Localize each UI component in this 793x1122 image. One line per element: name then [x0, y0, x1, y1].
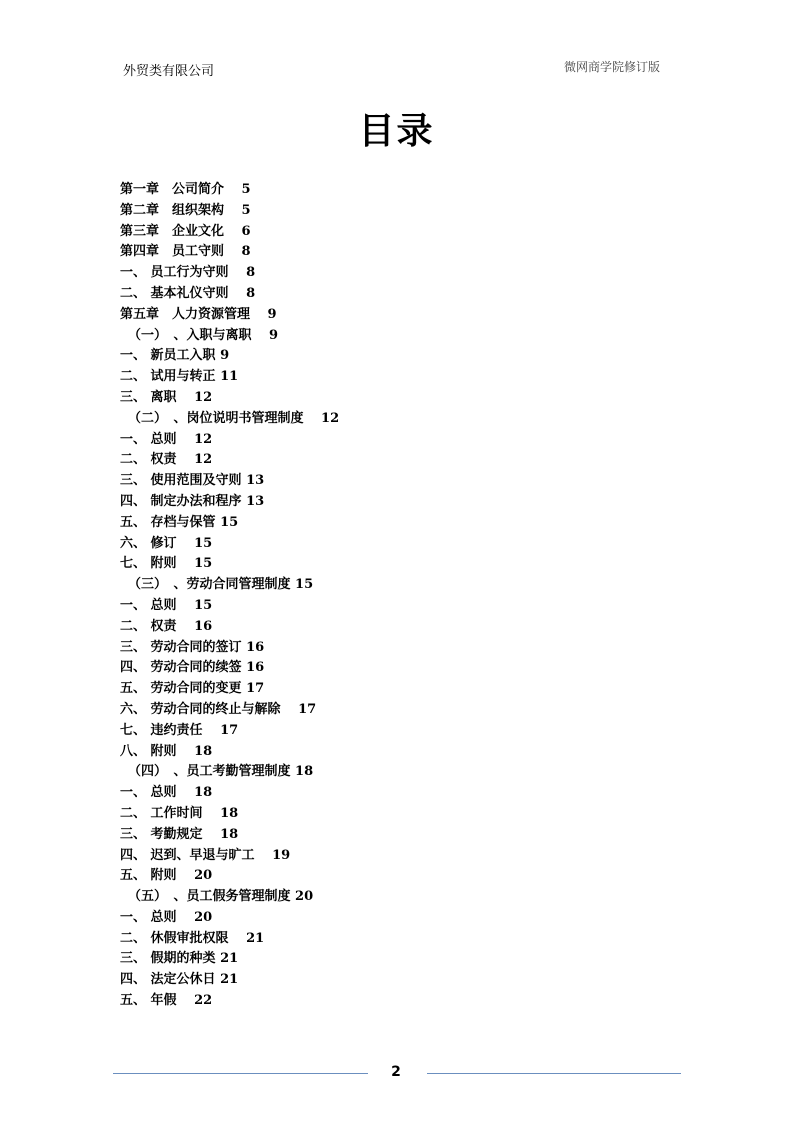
toc-entry-label: 第二章 组织架构: [120, 202, 225, 218]
toc-entry-page-number: 9: [267, 306, 277, 322]
toc-entry-page-number: 12: [194, 389, 213, 405]
toc-entry-label: 第三章 企业文化: [120, 223, 225, 239]
toc-entry[interactable]: [120, 929, 339, 950]
toc-entry-label: （五） 、员工假务管理制度: [128, 889, 291, 905]
toc-entry-label: 一、 总则: [120, 909, 177, 925]
toc-entry-page-number: 15: [194, 535, 213, 551]
toc-entry-label: 三、 离职: [120, 389, 177, 405]
toc-entry-gap: [252, 328, 270, 343]
toc-entry[interactable]: [120, 908, 339, 929]
toc-entry-label: （三） 、劳动合同管理制度: [128, 577, 291, 593]
toc-entry-page-number: 8: [246, 265, 256, 281]
toc-entry[interactable]: [120, 887, 339, 908]
toc-entry[interactable]: [120, 970, 339, 991]
toc-entry-gap: [203, 723, 221, 738]
toc-entry-gap: [177, 598, 195, 613]
toc-entry-page-number: 21: [220, 972, 239, 988]
toc-entry-page-number: 16: [246, 639, 265, 655]
toc-entry[interactable]: [120, 575, 339, 596]
toc-entry-label: 五、 劳动合同的变更: [120, 681, 242, 697]
toc-entry[interactable]: [120, 201, 339, 222]
toc-entry-gap: [229, 286, 247, 301]
toc-entry-label: （二） 、岗位说明书管理制度: [128, 410, 304, 426]
toc-entry-page-number: 20: [295, 889, 314, 905]
toc-entry-gap: [177, 785, 195, 800]
toc-entry-page-number: 16: [246, 660, 265, 676]
toc-entry[interactable]: [120, 242, 339, 263]
toc-entry-label: 第四章 员工守则: [120, 244, 225, 260]
toc-entry-label: （四） 、员工考勤管理制度: [128, 764, 291, 780]
toc-entry-label: 七、 附则: [120, 556, 177, 572]
toc-entry-page-number: 5: [241, 202, 251, 218]
toc-entry-gap: [177, 868, 195, 883]
toc-entry-gap: [177, 390, 195, 405]
toc-entry[interactable]: [120, 180, 339, 201]
toc-entry-page-number: 17: [220, 722, 239, 738]
toc-entry-page-number: 18: [220, 805, 239, 821]
toc-entry[interactable]: [120, 825, 339, 846]
toc-entry-page-number: 12: [194, 431, 213, 447]
page-number: 2: [391, 1064, 401, 1080]
toc-entry-label: 一、 员工行为守则: [120, 265, 229, 281]
toc-entry[interactable]: [120, 367, 339, 388]
toc-entry[interactable]: [120, 326, 339, 347]
toc-entry-label: 第一章 公司简介: [120, 182, 225, 197]
toc-entry-page-number: 16: [194, 618, 213, 634]
toc-entry-gap: [224, 244, 242, 259]
toc-entry[interactable]: [120, 617, 339, 638]
toc-entry-label: 五、 附则: [120, 868, 177, 884]
toc-entry-gap: [203, 827, 221, 842]
toc-entry-label: 一、 总则: [120, 431, 177, 447]
toc-entry-page-number: 19: [272, 847, 291, 863]
toc-entry-label: 六、 修订: [120, 535, 177, 551]
toc-entry-label: 二、 休假审批权限: [120, 930, 229, 946]
toc-entry-page-number: 12: [194, 452, 213, 468]
toc-entry[interactable]: [120, 263, 339, 284]
table-of-contents: [120, 180, 339, 1012]
toc-entry-label: 四、 劳动合同的续签: [120, 660, 242, 676]
toc-entry-label: 四、 制定办法和程序: [120, 493, 242, 509]
header-company-name: 外贸类有限公司: [123, 64, 215, 79]
toc-entry-page-number: 15: [194, 556, 213, 572]
toc-entry-page-number: 6: [241, 223, 251, 239]
toc-entry-gap: [177, 619, 195, 634]
toc-entry-page-number: 18: [194, 785, 213, 801]
toc-entry-label: 三、 使用范围及守则: [120, 473, 242, 489]
toc-entry-label: 第五章 人力资源管理: [120, 306, 251, 322]
toc-entry-label: （一） 、入职与离职: [128, 327, 252, 343]
toc-entry[interactable]: [120, 638, 339, 659]
toc-entry-gap: [281, 702, 299, 717]
toc-entry[interactable]: [120, 783, 339, 804]
toc-entry-label: 二、 基本礼仪守则: [120, 285, 229, 301]
toc-entry[interactable]: [120, 305, 339, 326]
toc-entry[interactable]: [120, 742, 339, 763]
toc-entry-page-number: 12: [321, 410, 340, 426]
toc-entry-gap: [224, 182, 242, 197]
toc-entry-page-number: 8: [241, 244, 251, 260]
toc-entry-label: 三、 假期的种类: [120, 951, 216, 967]
footer-divider-left: [113, 1073, 368, 1074]
toc-entry-page-number: 21: [220, 951, 239, 967]
toc-entry-page-number: 20: [194, 909, 213, 925]
toc-entry-gap: [229, 931, 247, 946]
toc-entry[interactable]: [120, 222, 339, 243]
toc-entry-gap: [255, 848, 273, 863]
toc-entry[interactable]: [120, 450, 339, 471]
toc-entry[interactable]: [120, 991, 339, 1012]
toc-entry[interactable]: [120, 388, 339, 409]
toc-entry-gap: [224, 224, 242, 239]
toc-entry-page-number: 20: [194, 868, 213, 884]
toc-entry[interactable]: [120, 534, 339, 555]
toc-entry-gap: [177, 432, 195, 447]
toc-entry-label: 一、 总则: [120, 785, 177, 801]
toc-entry-label: 四、 迟到、早退与旷工: [120, 847, 255, 863]
toc-entry-label: 二、 试用与转正: [120, 369, 216, 385]
toc-entry-page-number: 15: [220, 514, 239, 530]
toc-entry-gap: [177, 993, 195, 1008]
toc-entry[interactable]: [120, 866, 339, 887]
toc-entry[interactable]: [120, 513, 339, 534]
toc-entry[interactable]: [120, 596, 339, 617]
toc-entry[interactable]: [120, 346, 339, 367]
toc-entry-gap: [177, 556, 195, 571]
toc-entry[interactable]: [120, 846, 339, 867]
toc-entry[interactable]: [120, 679, 339, 700]
toc-entry-gap: [224, 203, 242, 218]
toc-entry-page-number: 13: [246, 473, 265, 489]
page-title: 目录: [358, 110, 435, 152]
toc-entry[interactable]: [120, 492, 339, 513]
toc-entry-gap: [177, 910, 195, 925]
toc-entry-page-number: 17: [298, 701, 317, 717]
toc-entry-gap: [250, 307, 268, 322]
toc-entry[interactable]: [120, 471, 339, 492]
toc-entry[interactable]: [120, 949, 339, 970]
toc-entry-label: 七、 违约责任: [120, 722, 203, 738]
toc-entry-label: 二、 权责: [120, 452, 177, 468]
toc-entry-gap: [177, 536, 195, 551]
toc-entry-page-number: 17: [246, 681, 265, 697]
toc-entry[interactable]: [120, 721, 339, 742]
toc-entry-label: 二、 工作时间: [120, 805, 203, 821]
toc-entry-page-number: 22: [194, 993, 213, 1009]
toc-entry-page-number: 18: [220, 826, 239, 842]
toc-entry-page-number: 13: [246, 493, 265, 509]
toc-entry-label: 六、 劳动合同的终止与解除: [120, 701, 281, 717]
toc-entry-page-number: 11: [220, 369, 239, 385]
footer-divider-right: [427, 1073, 681, 1074]
toc-entry-label: 三、 劳动合同的签订: [120, 639, 242, 655]
toc-entry-gap: [177, 452, 195, 467]
toc-entry[interactable]: [120, 700, 339, 721]
toc-entry-gap: [203, 806, 221, 821]
toc-entry-label: 二、 权责: [120, 618, 177, 634]
toc-entry[interactable]: [120, 554, 339, 575]
toc-entry[interactable]: [120, 284, 339, 305]
toc-entry-label: 一、 新员工入职: [120, 348, 216, 364]
toc-entry[interactable]: [120, 804, 339, 825]
toc-entry-label: 一、 总则: [120, 597, 177, 613]
toc-entry-page-number: 18: [194, 743, 213, 759]
toc-entry[interactable]: [120, 762, 339, 783]
toc-entry-label: 五、 存档与保管: [120, 514, 216, 530]
toc-entry-page-number: 15: [194, 597, 213, 613]
toc-entry-gap: [177, 744, 195, 759]
toc-entry-page-number: 8: [246, 285, 256, 301]
header-edition-label: 微网商学院修订版: [563, 60, 660, 74]
toc-entry-label: 四、 法定公休日: [120, 972, 216, 988]
toc-entry-page-number: 5: [241, 182, 251, 197]
toc-entry-page-number: 9: [269, 327, 279, 343]
toc-entry-label: 三、 考勤规定: [120, 826, 203, 842]
toc-entry[interactable]: [120, 658, 339, 679]
toc-entry-gap: [304, 411, 322, 426]
toc-entry[interactable]: [120, 409, 339, 430]
toc-entry-gap: [229, 265, 247, 280]
toc-entry-label: 五、 年假: [120, 993, 177, 1009]
toc-entry-page-number: 15: [295, 577, 314, 593]
toc-entry-page-number: 18: [295, 764, 314, 780]
toc-entry-label: 八、 附则: [120, 743, 177, 759]
toc-entry-page-number: 21: [246, 930, 265, 946]
toc-entry-page-number: 9: [220, 348, 230, 364]
toc-entry[interactable]: [120, 430, 339, 451]
